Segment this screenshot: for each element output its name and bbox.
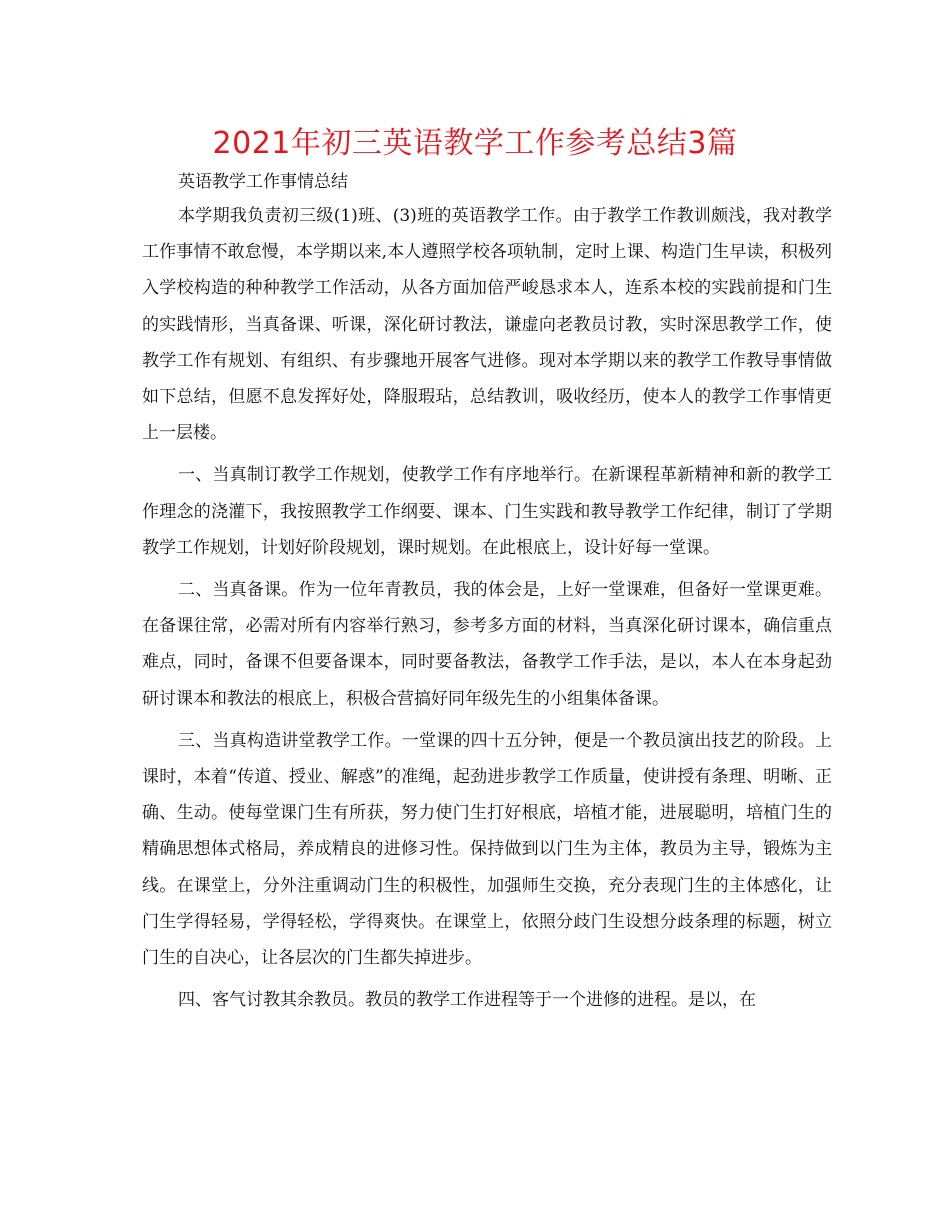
paragraph-section-2: 二、当真备课。作为一位年青教员，我的体会是，上好一堂课难，但备好一堂课更难。在备课往常，必需对所有内容举行熟习，参考多方面的材料，当真深化研讨课本，确信重点难点，同时，备课不但要备课本，同时要备教法，备教学工作手法，是以，本人在本身起劲研讨课本和教法的根底上，积极合营搞好同年级先生的小组集体备课。 <box>142 580 832 709</box>
document-subtitle: 英语教学工作事情总结 <box>178 172 348 192</box>
document-title: 2021年初三英语教学工作参考总结3篇 <box>212 126 738 161</box>
paragraph-section-4: 四、客气讨教其余教员。教员的教学工作进程等于一个进修的进程。是以，在 <box>178 990 756 1011</box>
paragraph-section-3: 三、当真构造讲堂教学工作。一堂课的四十五分钟，便是一个教员演出技艺的阶段。上课时，本着“传道、授业、解惑”的准绳，起劲进步教学工作质量，使讲授有条理、明晰、正确、生动。使每堂课门生有所获，努力使门生打好根底，培植才能，进展聪明，培植门生的精确思想体式格局，养成精良的进修习性。保持做到以门生为主体，教员为主导，锻炼为主线。在课堂上，分外注重调动门生的积极性，加强师生交换，充分表现门生的主体感化，让门生学得轻易，学得轻松，学得爽快。在课堂上，依照分歧门生设想分歧条理的标题，树立门生的自决心，让各层次的门生都失掉进步。 <box>142 730 832 969</box>
paragraph-section-1: 一、当真制订教学工作规划，使教学工作有序地举行。在新课程革新精神和新的教学工作理念的浇灌下，我按照教学工作纲要、课本、门生实践和教导教学工作纪律，制订了学期教学工作规划，计划好阶段规划，课时规划。在此根底上，设计好每一堂课。 <box>142 465 832 558</box>
document-body <box>142 198 832 1024</box>
paragraph-intro: 本学期我负责初三级(1)班、(3)班的英语教学工作。由于教学工作教训颇浅，我对教学工作事情不敢怠慢，本学期以来,本人遵照学校各项轨制，定时上课、构造门生早读，积极列入学校构造的种种教学工作活动，从各方面加倍严峻恳求本人，连系本校的实践前提和门生的实践情形，当真备课、听课，深化研讨教法，谦虚向老教员讨教，实时深思教学工作，使教学工作有规划、有组织、有步骤地开展客气进修。现对本学期以来的教学工作教导事情做如下总结，但愿不息发挥好处，降服瑕玷，总结教训，吸收经历，使本人的教学工作事情更上一层楼。 <box>142 206 832 444</box>
